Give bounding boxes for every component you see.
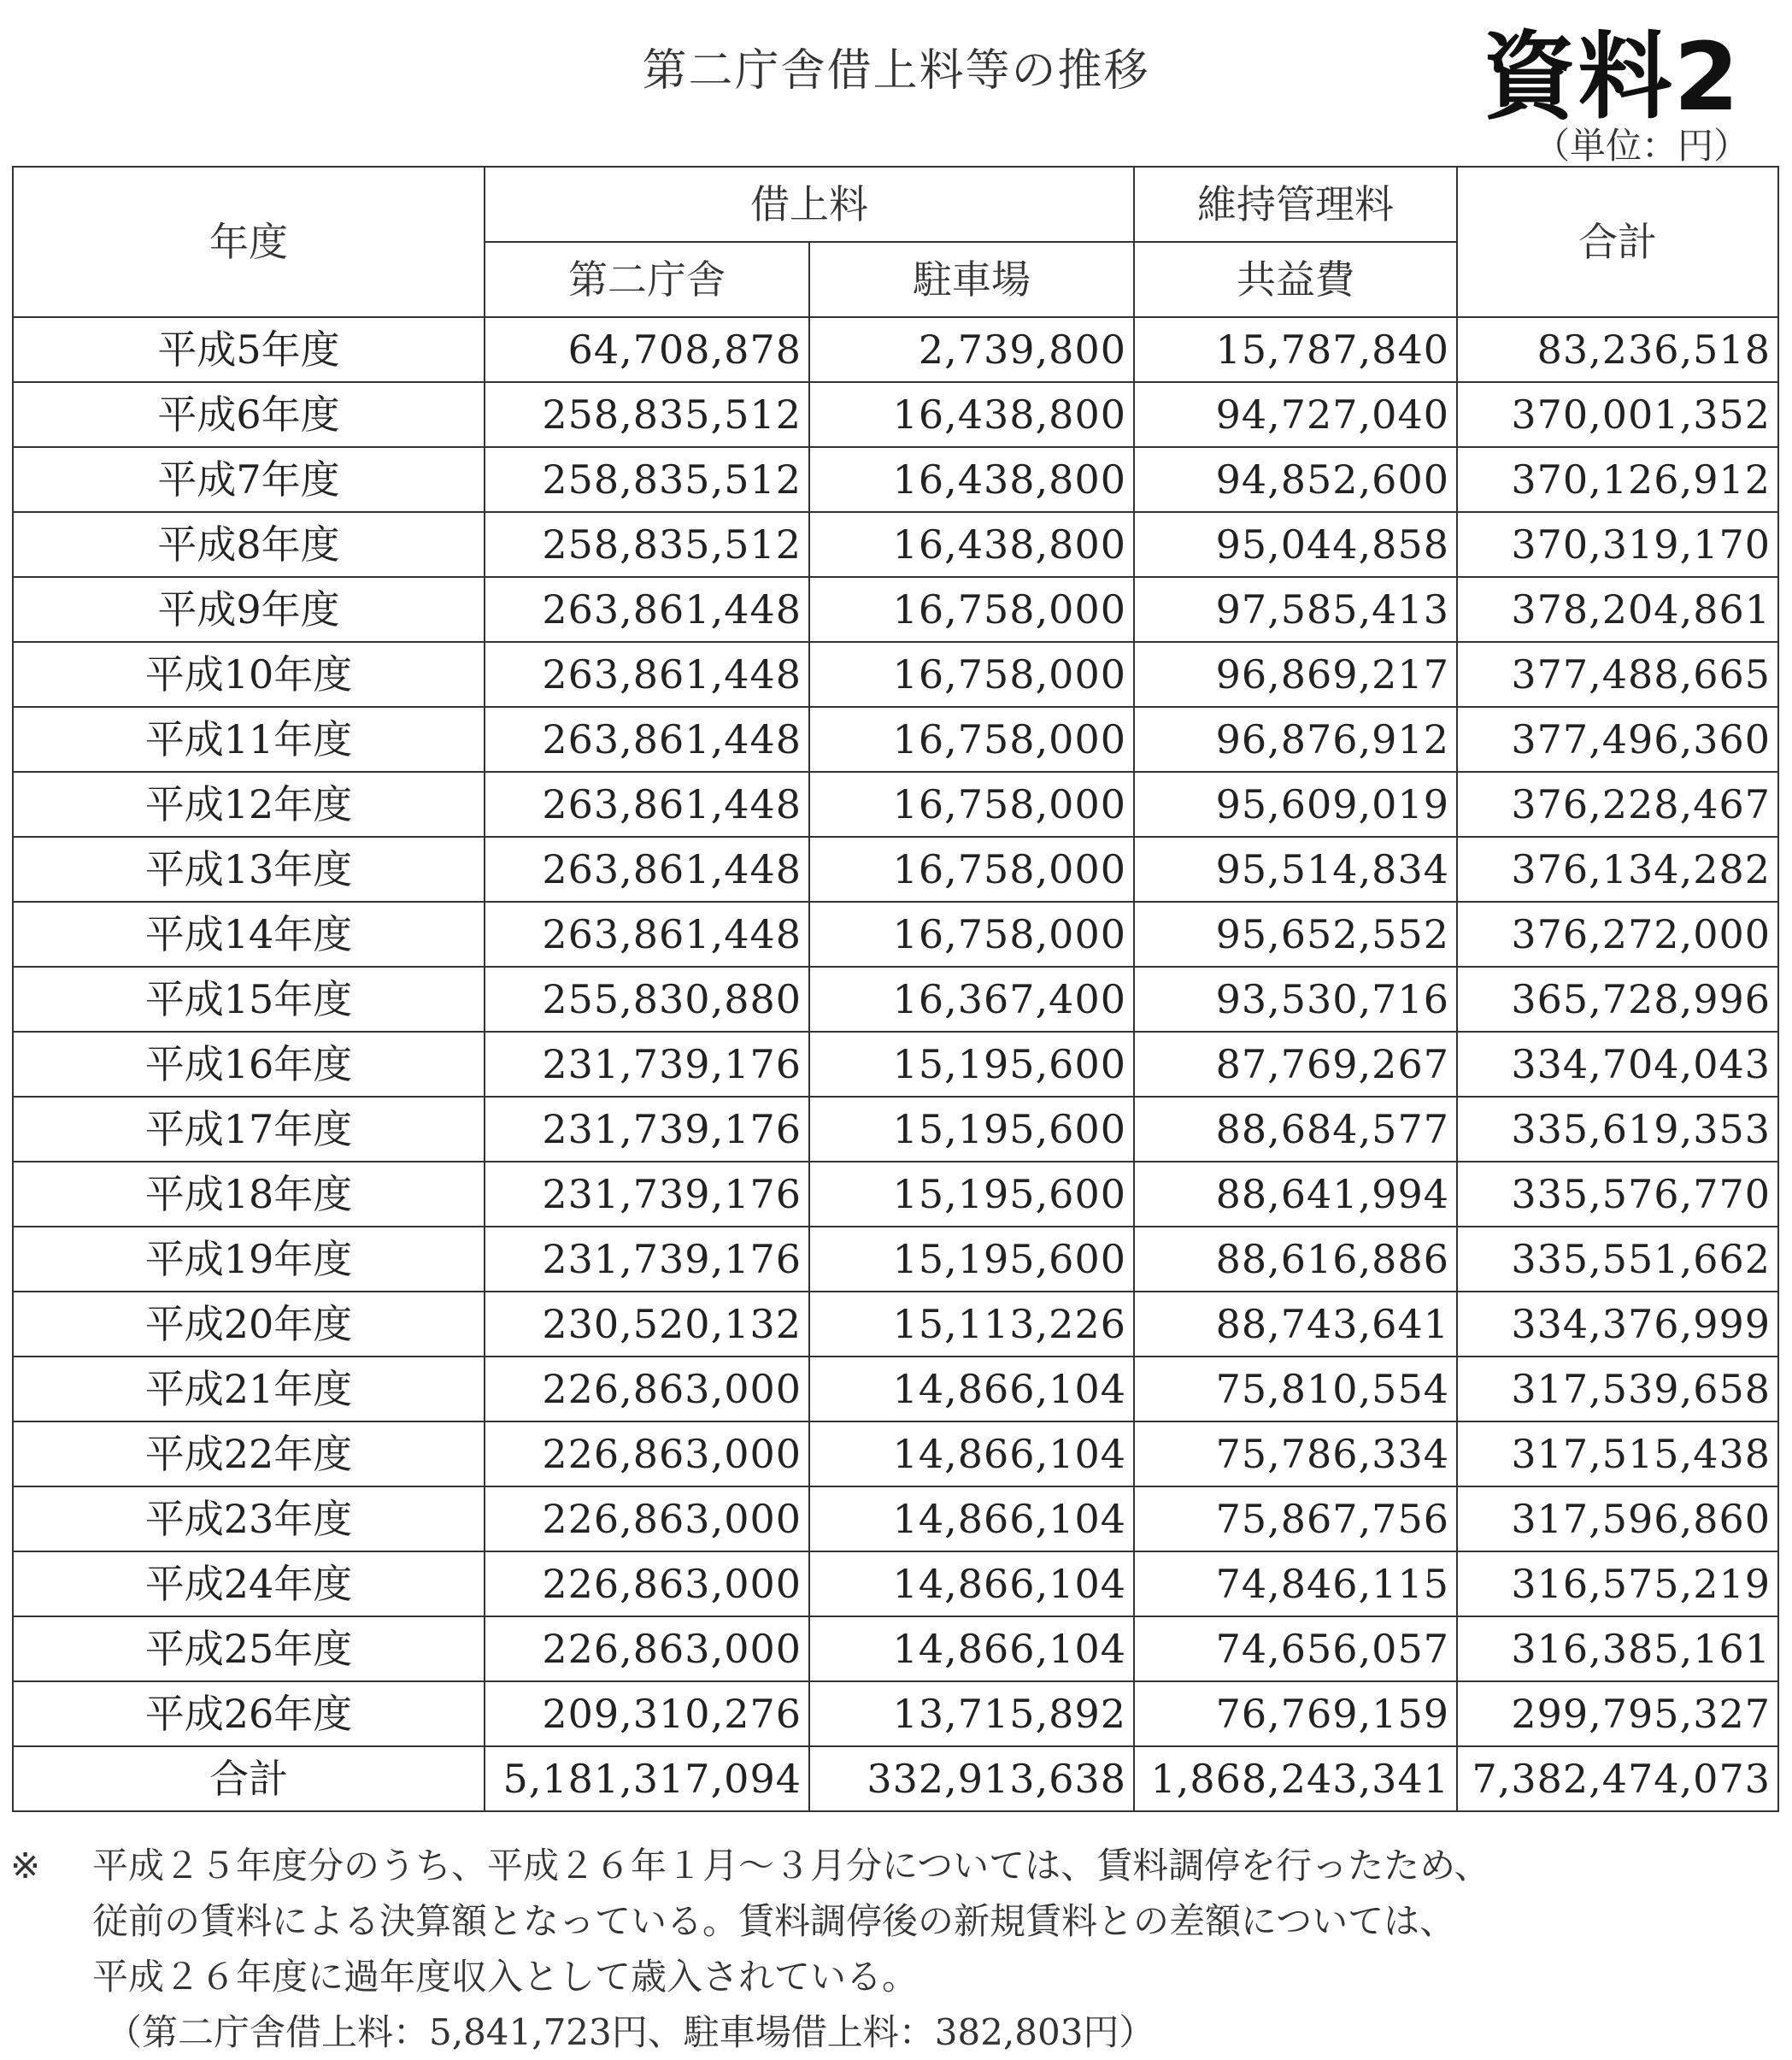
cell-year: 平成7年度 [13,447,485,512]
cell-building: 255,830,880 [485,967,809,1032]
cell-total: 317,515,438 [1457,1421,1778,1486]
cell-parking: 15,195,600 [809,1162,1134,1227]
table-row [13,967,1778,1032]
cell-year: 平成8年度 [13,512,485,577]
cell-parking: 332,913,638 [809,1746,1134,1811]
cell-year: 平成23年度 [13,1486,485,1551]
cell-year: 平成25年度 [13,1616,485,1681]
cell-building: 64,708,878 [485,317,809,382]
page-title: 第二庁舎借上料等の推移 [642,45,1150,97]
cell-parking: 16,758,000 [809,707,1134,772]
unit-label: （単位：円） [1533,125,1749,167]
cell-total: 316,385,161 [1457,1616,1778,1681]
cell-parking: 16,758,000 [809,772,1134,837]
note-line: 従前の賃料による決算額となっている。賃料調停後の新規賃料との差額については、 [92,1900,1456,1942]
table-row [13,1616,1778,1681]
cell-building: 258,835,512 [485,512,809,577]
cell-year: 平成6年度 [13,382,485,447]
document-label: 資料2 [1482,22,1741,132]
note-detail: （第二庁舎借上料：5,841,723円、駐車場借上料：382,803円） [106,2011,1155,2053]
cell-year: 平成22年度 [13,1421,485,1486]
cell-building: 263,861,448 [485,837,809,902]
cell-common: 88,641,994 [1134,1162,1457,1227]
cell-building: 263,861,448 [485,577,809,642]
cell-common: 1,868,243,341 [1134,1746,1457,1811]
footnote [10,1838,1771,2060]
cell-common: 96,869,217 [1134,642,1457,707]
header-maintenance: 維持管理料 [1134,167,1457,242]
cell-year: 平成5年度 [13,317,485,382]
cell-total: 335,551,662 [1457,1227,1778,1292]
cell-building: 231,739,176 [485,1097,809,1162]
cell-parking: 16,758,000 [809,902,1134,967]
cell-building: 226,863,000 [485,1486,809,1551]
cell-parking: 16,438,800 [809,382,1134,447]
note-line: 平成２６年度に過年度収入として歳入されている。 [92,1956,919,1998]
cell-parking: 14,866,104 [809,1551,1134,1616]
totals-row [13,1746,1778,1811]
cell-year: 合計 [13,1746,485,1811]
cell-parking: 15,195,600 [809,1097,1134,1162]
cell-building: 209,310,276 [485,1681,809,1746]
table-row [13,707,1778,772]
cell-year: 平成9年度 [13,577,485,642]
cell-common: 95,652,552 [1134,902,1457,967]
cell-total: 335,619,353 [1457,1097,1778,1162]
table-row [13,382,1778,447]
cell-total: 370,126,912 [1457,447,1778,512]
cell-year: 平成11年度 [13,707,485,772]
table-row [13,447,1778,512]
cell-total: 376,228,467 [1457,772,1778,837]
cell-common: 95,044,858 [1134,512,1457,577]
cell-building: 263,861,448 [485,707,809,772]
header-parking: 駐車場 [809,242,1134,317]
cell-common: 87,769,267 [1134,1032,1457,1097]
table-row [13,1551,1778,1616]
table-row [13,512,1778,577]
cell-parking: 16,758,000 [809,577,1134,642]
cell-building: 226,863,000 [485,1421,809,1486]
cell-total: 376,134,282 [1457,837,1778,902]
cell-year: 平成17年度 [13,1097,485,1162]
cell-common: 15,787,840 [1134,317,1457,382]
cell-parking: 16,438,800 [809,447,1134,512]
cell-total: 365,728,996 [1457,967,1778,1032]
table-row [13,1032,1778,1097]
table-row [13,1357,1778,1421]
cell-total: 334,704,043 [1457,1032,1778,1097]
cell-year: 平成16年度 [13,1032,485,1097]
cell-parking: 15,113,226 [809,1292,1134,1357]
cell-common: 95,514,834 [1134,837,1457,902]
cell-total: 316,575,219 [1457,1551,1778,1616]
cell-building: 231,739,176 [485,1162,809,1227]
cell-common: 94,852,600 [1134,447,1457,512]
header-lease: 借上料 [485,167,1134,242]
cell-parking: 2,739,800 [809,317,1134,382]
cell-building: 230,520,132 [485,1292,809,1357]
table-row [13,1227,1778,1292]
cell-common: 93,530,716 [1134,967,1457,1032]
cell-total: 299,795,327 [1457,1681,1778,1746]
cell-parking: 15,195,600 [809,1227,1134,1292]
cell-year: 平成26年度 [13,1681,485,1746]
table-body [13,317,1778,1811]
cell-building: 5,181,317,094 [485,1746,809,1811]
cell-year: 平成21年度 [13,1357,485,1421]
cell-parking: 14,866,104 [809,1616,1134,1681]
cell-building: 263,861,448 [485,772,809,837]
cell-year: 平成24年度 [13,1551,485,1616]
cell-common: 88,684,577 [1134,1097,1457,1162]
cell-common: 94,727,040 [1134,382,1457,447]
header-building: 第二庁舎 [485,242,809,317]
cell-parking: 14,866,104 [809,1486,1134,1551]
cell-total: 376,272,000 [1457,902,1778,967]
cell-common: 88,743,641 [1134,1292,1457,1357]
cell-common: 76,769,159 [1134,1681,1457,1746]
header-total: 合計 [1457,167,1778,317]
table-row [13,317,1778,382]
header-year: 年度 [13,167,485,317]
cell-total: 370,319,170 [1457,512,1778,577]
table-row [13,577,1778,642]
table-row [13,902,1778,967]
table-row [13,837,1778,902]
cell-total: 317,539,658 [1457,1357,1778,1421]
table-row [13,1097,1778,1162]
cell-year: 平成19年度 [13,1227,485,1292]
cell-year: 平成12年度 [13,772,485,837]
note-mark: ※ [10,1845,41,1886]
cell-parking: 16,758,000 [809,642,1134,707]
table-row [13,1162,1778,1227]
cell-building: 226,863,000 [485,1551,809,1616]
cell-parking: 16,367,400 [809,967,1134,1032]
cell-building: 226,863,000 [485,1616,809,1681]
table-row [13,642,1778,707]
cell-building: 263,861,448 [485,902,809,967]
note-line: 平成２５年度分のうち、平成２６年１月～３月分については、賃料調停を行ったため、 [92,1845,1490,1886]
cell-building: 226,863,000 [485,1357,809,1421]
cell-building: 231,739,176 [485,1032,809,1097]
cell-year: 平成14年度 [13,902,485,967]
cell-common: 75,810,554 [1134,1357,1457,1421]
table-row [13,1486,1778,1551]
table-row [13,1421,1778,1486]
cell-total: 335,576,770 [1457,1162,1778,1227]
cell-total: 317,596,860 [1457,1486,1778,1551]
cell-parking: 15,195,600 [809,1032,1134,1097]
cell-building: 258,835,512 [485,382,809,447]
cell-building: 263,861,448 [485,642,809,707]
cell-total: 83,236,518 [1457,317,1778,382]
cell-parking: 14,866,104 [809,1357,1134,1421]
cell-common: 75,786,334 [1134,1421,1457,1486]
cell-common: 74,846,115 [1134,1551,1457,1616]
cell-common: 95,609,019 [1134,772,1457,837]
cell-total: 377,496,360 [1457,707,1778,772]
cell-common: 97,585,413 [1134,577,1457,642]
cell-building: 258,835,512 [485,447,809,512]
table-row [13,1681,1778,1746]
cell-total: 370,001,352 [1457,382,1778,447]
cell-year: 平成10年度 [13,642,485,707]
table-row [13,1292,1778,1357]
lease-cost-table [12,166,1779,1812]
cell-year: 平成18年度 [13,1162,485,1227]
cell-common: 96,876,912 [1134,707,1457,772]
cell-parking: 13,715,892 [809,1681,1134,1746]
header-common: 共益費 [1134,242,1457,317]
cell-year: 平成13年度 [13,837,485,902]
cell-parking: 14,866,104 [809,1421,1134,1486]
cell-parking: 16,758,000 [809,837,1134,902]
cell-building: 231,739,176 [485,1227,809,1292]
cell-total: 7,382,474,073 [1457,1746,1778,1811]
cell-year: 平成15年度 [13,967,485,1032]
cell-common: 75,867,756 [1134,1486,1457,1551]
cell-total: 377,488,665 [1457,642,1778,707]
table-row [13,772,1778,837]
cell-total: 378,204,861 [1457,577,1778,642]
cell-common: 74,656,057 [1134,1616,1457,1681]
cell-common: 88,616,886 [1134,1227,1457,1292]
cell-parking: 16,438,800 [809,512,1134,577]
cell-year: 平成20年度 [13,1292,485,1357]
cell-total: 334,376,999 [1457,1292,1778,1357]
